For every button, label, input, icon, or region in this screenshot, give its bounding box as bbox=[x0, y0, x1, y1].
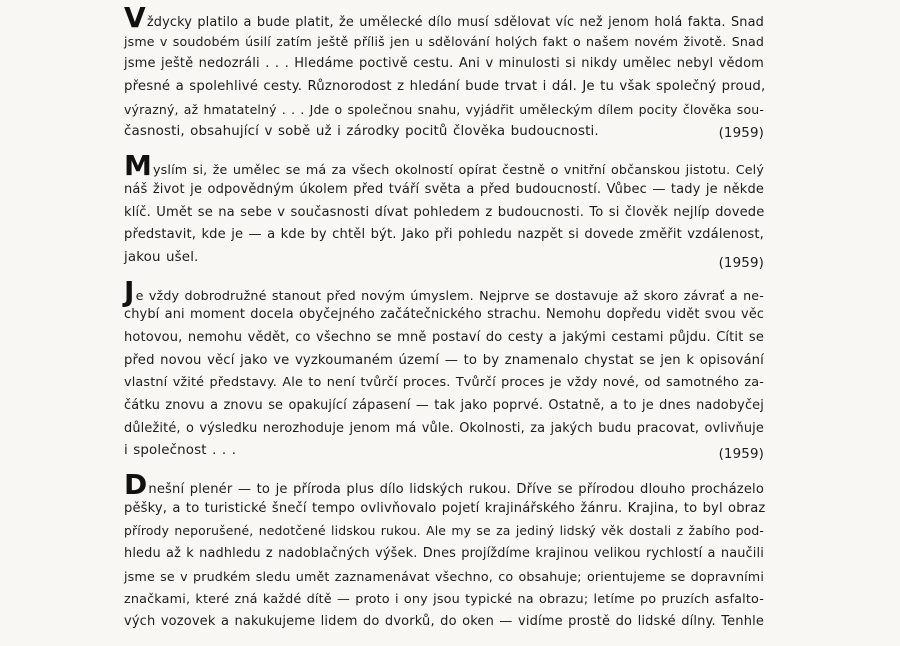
text-line: Myslím si, že umělec se má za všech okolností opírat čestně o vnitřní občanskou jistotu. Celý bbox=[124, 149, 764, 183]
text-line: představit, kde je — a kde by chtěl být. Jako při pohledu nazpět si dovede změřit vzdálenost, bbox=[124, 227, 764, 243]
text-line: klíč. Umět se na sebe v současnosti dívat pohledem z budoucnosti. To si člověk nejlíp dovede bbox=[124, 204, 765, 220]
drop-cap: J bbox=[124, 274, 135, 308]
text-line: Vždycky platilo a bude platit, že umělecké dílo musí sdělovat víc než jenom holá fakta. Snad bbox=[124, 1, 764, 34]
drop-cap: D bbox=[124, 468, 148, 502]
text-line: hledu až k nadhledu z nadoblačných výšek. Dnes projíždíme krajinou velikou rychlostí a naučili bbox=[124, 546, 764, 562]
text-line: důležité, o výsledku nerozhoduje jenom má vůle. Okolnosti, za jakých budu pracovat, ovlivňuje bbox=[124, 420, 764, 436]
text-column bbox=[124, 1, 766, 646]
text-line: chybí ani moment docela obyčejného začátečnického strachu. Nemohu dopředu vidět svou věc bbox=[124, 307, 765, 323]
text-line: hotovou, nemohu vědět, co všechno se mně postaví do cesty a jakými cestami půjdu. Cítit se bbox=[124, 329, 764, 345]
text-line: náš život je odpovědným úkolem před tváří světa a před budoucností. Vůbec — tady je někde bbox=[124, 181, 764, 197]
year-label: (1959) bbox=[718, 255, 764, 271]
text-line: Je vždy dobrodružné stanout před novým úmyslem. Nejprve se dostavuje až skoro závrať a ne- bbox=[124, 274, 764, 308]
text-line: před novou věcí jako ve vyzkoumaném území — to by znamenalo chystat se jen k opisování bbox=[124, 352, 764, 368]
text-line: značkami, které zná každé dítě — proto i ony jsou typické na obrazu; letíme po pruzích asfalto- bbox=[124, 591, 764, 607]
text-line: výrazný, až hmatatelný . . . Jde o společnou snahu, vyjádřit uměleckým dílem pocity člověka sou- bbox=[124, 101, 764, 117]
text-line: vých vozovek a nakukujeme lidem do dvorků, do oken — vidíme prostě do lidské dílny. Tenhle bbox=[124, 614, 764, 630]
text-line: i společnost . . . (1959) bbox=[124, 440, 764, 463]
paragraph-1 bbox=[124, 1, 766, 144]
text-line: časnosti, obsahující v sobě už i zárodky pocitů člověka budoucnosti. (1959) bbox=[124, 121, 764, 144]
text-line: jsme se v prudkém sledu umět zaznamenávat všechno, co obsahuje; orientujeme se dopravními bbox=[124, 568, 764, 584]
text-line: jsme ještě nedozráli . . . Hledáme poctivě cestu. Ani v minulosti si nikdy umělec nebyl vědom bbox=[124, 56, 764, 72]
paragraph-2 bbox=[124, 149, 765, 271]
drop-cap: M bbox=[124, 149, 153, 183]
text-line: jsme v soudobém úsilí zatím ještě příliš jen u sdělování holých fakt o našem novém životě. Snad bbox=[124, 33, 764, 49]
text-line: vlastní vžité představy. Ale to není tvůrčí proces. Tvůrčí proces je vždy nové, od samotného za- bbox=[124, 375, 764, 391]
year-label: (1959) bbox=[718, 447, 764, 463]
text-line: jakou ušel. (1959) bbox=[124, 247, 764, 270]
text-line: čátku znovu a znovu se opakující zápasení — tak jako poprvé. Ostatně, a to je dnes nadobyčej bbox=[124, 398, 764, 413]
drop-cap: V bbox=[124, 1, 146, 34]
text-line: přesné a spolehlivé cesty. Různorodost z hledání bude trvat i dál. Je tu však společný proud, bbox=[124, 79, 766, 95]
text-line: přírody neporušené, nedotčené lidskou rukou. Ale my se za jediný lidský věk dostali z žabího pod- bbox=[124, 523, 764, 539]
year-label: (1959) bbox=[718, 126, 764, 142]
text-line: Dnešní plenér — to je příroda plus dílo lidských rukou. Dříve se přírodou dlouho procházelo bbox=[124, 468, 764, 502]
paragraph-3 bbox=[124, 274, 765, 464]
text-line: pěšky, a to turistické šnečí tempo ovlivňovalo pojetí krajinářského žánru. Krajina, to byl obraz bbox=[124, 500, 766, 516]
paragraph-4 bbox=[124, 468, 766, 634]
